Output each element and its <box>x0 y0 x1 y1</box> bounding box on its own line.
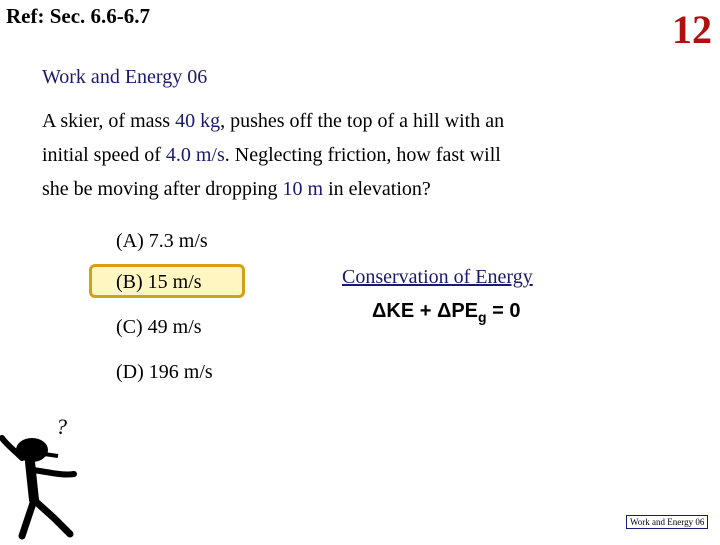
choice-b[interactable]: (B) 15 m/s <box>116 271 202 293</box>
figure-leg-left <box>22 500 34 536</box>
choice-a[interactable]: (A) 7.3 m/s <box>116 230 208 252</box>
speed-value: 4.0 m/s <box>165 144 225 166</box>
question-text-part: she be moving after dropping <box>42 178 283 200</box>
equation-subscript: g <box>478 309 487 325</box>
question-text-part: , pushes off the top of a hill with an <box>220 110 505 132</box>
question-text-part: in elevation? <box>323 178 431 200</box>
slide-number: 12 <box>672 7 712 52</box>
question-text-part: initial speed of <box>42 144 166 166</box>
question-text-part: A skier, of mass <box>42 110 176 132</box>
thinking-stick-figure-icon <box>0 410 110 540</box>
reference-label: Ref: Sec. 6.6-6.7 <box>6 4 151 28</box>
equation-main: ΔKE + ΔPE <box>372 300 479 322</box>
question-mark-glyph: ? <box>56 414 67 439</box>
question-text <box>42 104 652 206</box>
figure-nose <box>44 454 58 456</box>
question-text-part: . Neglecting friction, how fast will <box>224 144 501 166</box>
mass-value: 40 kg <box>175 110 221 132</box>
energy-equation <box>372 300 521 325</box>
equation-rhs: = 0 <box>486 300 521 322</box>
thinking-figure <box>0 410 110 545</box>
conservation-title: Conservation of Energy <box>342 266 533 288</box>
figure-leg-right <box>34 500 70 534</box>
figure-arm-side <box>32 470 74 475</box>
slide-subtitle: Work and Energy 06 <box>42 66 208 88</box>
drop-value: 10 m <box>282 178 324 200</box>
footer-label: Work and Energy 06 <box>626 515 708 529</box>
choice-c[interactable]: (C) 49 m/s <box>116 316 202 338</box>
choice-d[interactable]: (D) 196 m/s <box>116 361 213 383</box>
